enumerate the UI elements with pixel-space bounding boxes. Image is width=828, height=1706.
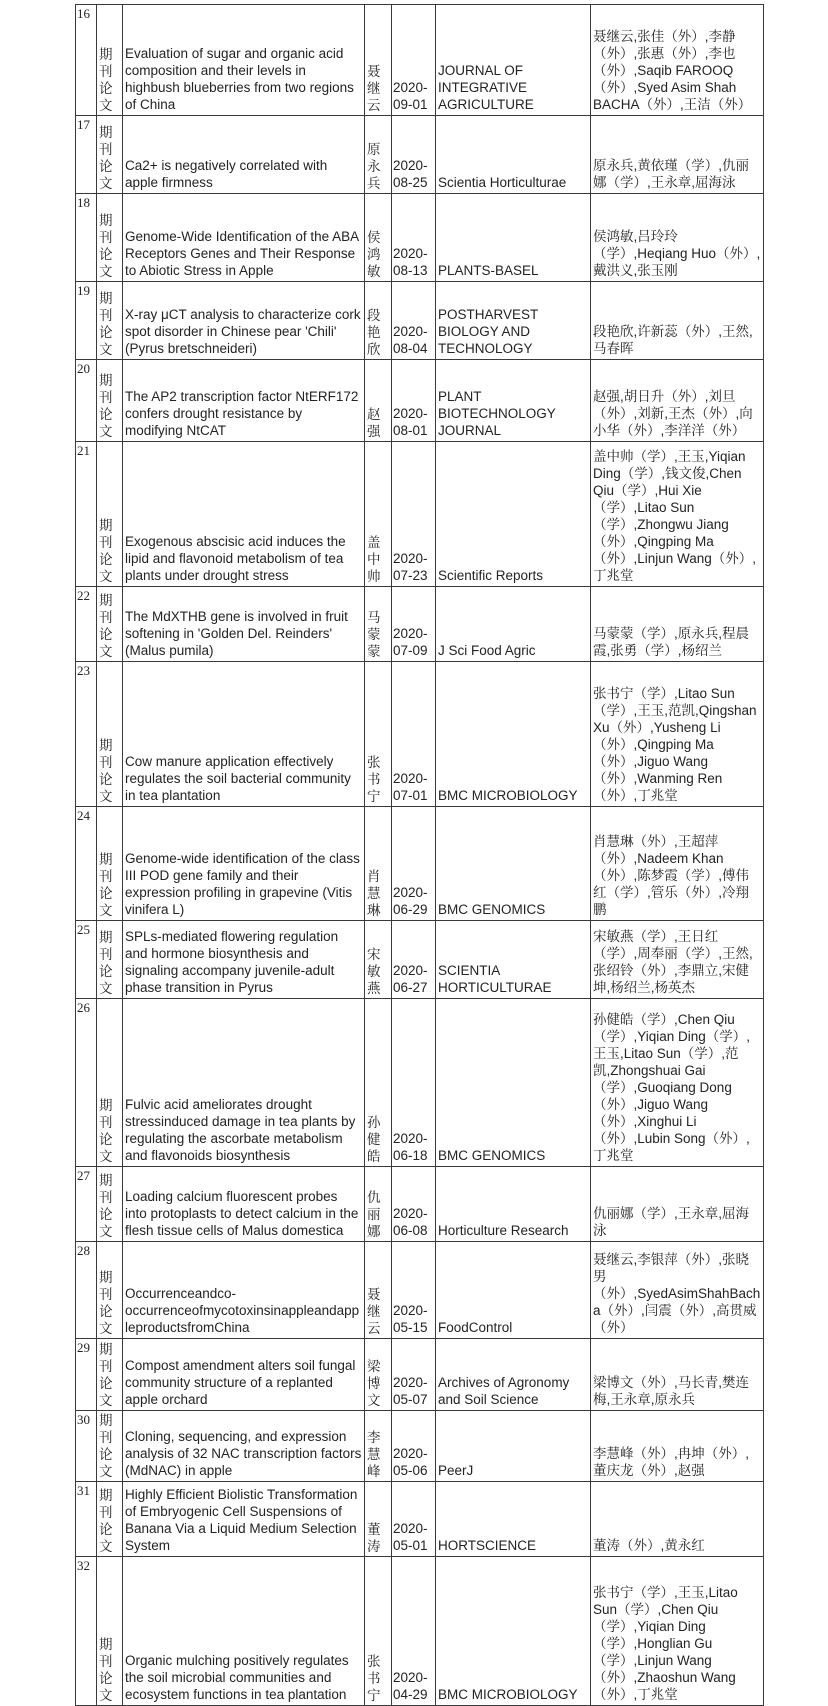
first-author: 聂继云 (365, 1242, 392, 1339)
author-list: 张书宁（学）,Litao Sun（学）,王玉,范凯,Qingshan Xu（外）,Yusheng Li（外）,Qingping Ma（外）,Jiguo Wang（外）,Wanming Ren（外）,丁兆堂 (591, 662, 764, 807)
paper-title: Exogenous abscisic acid induces the lipid and flavonoid metabolism of tea plants under drought stress (123, 442, 365, 587)
publish-date: 2020-08-25 (392, 116, 436, 194)
first-author: 仇丽娜 (365, 1167, 392, 1242)
table-row (76, 5, 764, 116)
author-list: 仇丽娜（学）,王永章,屈海泳 (591, 1167, 764, 1242)
publish-date: 2020-08-01 (392, 360, 436, 442)
publications-table (75, 4, 764, 1706)
publication-type: 期刊论文 (97, 1339, 123, 1411)
first-author: 孙健皓 (365, 999, 392, 1167)
first-author: 赵强 (365, 360, 392, 442)
publish-date: 2020-05-06 (392, 1411, 436, 1482)
row-number: 17 (76, 116, 97, 194)
publication-type: 期刊论文 (97, 662, 123, 807)
publication-type: 期刊论文 (97, 807, 123, 921)
row-number: 22 (76, 587, 97, 662)
row-number: 20 (76, 360, 97, 442)
row-number: 24 (76, 807, 97, 921)
journal-name: POSTHARVEST BIOLOGY AND TECHNOLOGY (436, 282, 591, 360)
publication-type: 期刊论文 (97, 1482, 123, 1557)
first-author: 原永兵 (365, 116, 392, 194)
journal-name: BMC GENOMICS (436, 807, 591, 921)
table-row (76, 194, 764, 282)
publish-date: 2020-08-13 (392, 194, 436, 282)
journal-name: BMC MICROBIOLOGY (436, 1557, 591, 1706)
publications-table-body (76, 5, 764, 1706)
table-row (76, 662, 764, 807)
first-author: 宋敏燕 (365, 921, 392, 999)
first-author: 段艳欣 (365, 282, 392, 360)
author-list: 马蒙蒙（学）,原永兵,程晨霞,张勇（学）,杨绍兰 (591, 587, 764, 662)
author-list: 聂继云,张佳（外）,李静（外）,张惠（外）,李也（外）,Saqib FAROOQ（外）,Syed Asim Shah BACHA（外）,王洁（外） (591, 5, 764, 116)
row-number: 26 (76, 999, 97, 1167)
publication-type: 期刊论文 (97, 442, 123, 587)
author-list: 梁博文（外）,马长青,樊连梅,王永章,原永兵 (591, 1339, 764, 1411)
table-row (76, 360, 764, 442)
author-list: 张书宁（学）,王玉,Litao Sun（学）,Chen Qiu（学）,Yiqian Ding（学）,Honglian Gu（学）,Linjun Wang（外）,Zhaoshun Wang（外）,丁兆堂 (591, 1557, 764, 1706)
paper-title: Cow manure application effectively regulates the soil bacterial community in tea plantation (123, 662, 365, 807)
paper-title: The AP2 transcription factor NtERF172 confers drought resistance by modifying NtCAT (123, 360, 365, 442)
publish-date: 2020-07-09 (392, 587, 436, 662)
first-author: 董涛 (365, 1482, 392, 1557)
journal-name: BMC GENOMICS (436, 999, 591, 1167)
table-row (76, 282, 764, 360)
table-row (76, 116, 764, 194)
author-list: 李慧峰（外）,冉坤（外）,董庆龙（外）,赵强 (591, 1411, 764, 1482)
table-row (76, 1167, 764, 1242)
journal-name: Archives of Agronomy and Soil Science (436, 1339, 591, 1411)
author-list: 董涛（外）,黄永红 (591, 1482, 764, 1557)
row-number: 25 (76, 921, 97, 999)
journal-name: FoodControl (436, 1242, 591, 1339)
publish-date: 2020-08-04 (392, 282, 436, 360)
publication-type: 期刊论文 (97, 194, 123, 282)
journal-name: BMC MICROBIOLOGY (436, 662, 591, 807)
first-author: 李慧峰 (365, 1411, 392, 1482)
paper-title: Ca2+ is negatively correlated with apple firmness (123, 116, 365, 194)
paper-title: Occurrenceandco-occurrenceofmycotoxinsinappleandappleproductsfromChina (123, 1242, 365, 1339)
row-number: 30 (76, 1411, 97, 1482)
publication-type: 期刊论文 (97, 1557, 123, 1706)
author-list: 聂继云,李银萍（外）,张晓男（外）,SyedAsimShahBacha（外）,闫震（外）,高贯威（外） (591, 1242, 764, 1339)
author-list: 宋敏燕（学）,王日红（学）,周奉丽（学）,王然,张绍铃（外）,李鼎立,宋健坤,杨绍兰,杨英杰 (591, 921, 764, 999)
publication-type: 期刊论文 (97, 1242, 123, 1339)
author-list: 肖慧琳（外）,王超萍（外）,Nadeem Khan（外）,陈梦霞（学）,傅伟红（学）,管乐（外）,冷翔鹏 (591, 807, 764, 921)
publish-date: 2020-09-01 (392, 5, 436, 116)
publish-date: 2020-06-08 (392, 1167, 436, 1242)
publication-type: 期刊论文 (97, 1167, 123, 1242)
table-row (76, 921, 764, 999)
publication-type: 期刊论文 (97, 1411, 123, 1482)
row-number: 29 (76, 1339, 97, 1411)
publication-type: 期刊论文 (97, 921, 123, 999)
journal-name: Scientia Horticulturae (436, 116, 591, 194)
paper-title: X-ray μCT analysis to characterize cork spot disorder in Chinese pear 'Chili' (Pyrus bretschneideri) (123, 282, 365, 360)
publication-type: 期刊论文 (97, 999, 123, 1167)
journal-name: JOURNAL OF INTEGRATIVE AGRICULTURE (436, 5, 591, 116)
table-row (76, 807, 764, 921)
journal-name: PLANTS-BASEL (436, 194, 591, 282)
publish-date: 2020-06-27 (392, 921, 436, 999)
paper-title: Organic mulching positively regulates the soil microbial communities and ecosystem functions in tea plantation (123, 1557, 365, 1706)
row-number: 16 (76, 5, 97, 116)
first-author: 侯鸿敏 (365, 194, 392, 282)
table-row (76, 587, 764, 662)
publish-date: 2020-05-07 (392, 1339, 436, 1411)
paper-title: Genome-Wide Identification of the ABA Receptors Genes and Their Response to Abiotic Stress in Apple (123, 194, 365, 282)
publish-date: 2020-05-01 (392, 1482, 436, 1557)
paper-title: Evaluation of sugar and organic acid composition and their levels in highbush blueberries from two regions of China (123, 5, 365, 116)
paper-title: Loading calcium fluorescent probes into protoplasts to detect calcium in the flesh tissue cells of Malus domestica (123, 1167, 365, 1242)
author-list: 原永兵,黄依瑾（学）,仇丽娜（学）,王永章,屈海泳 (591, 116, 764, 194)
row-number: 18 (76, 194, 97, 282)
publish-date: 2020-05-15 (392, 1242, 436, 1339)
table-row (76, 442, 764, 587)
publish-date: 2020-07-01 (392, 662, 436, 807)
author-list: 盖中帅（学）,王玉,Yiqian Ding（学）,钱文俊,Chen Qiu（学）,Hui Xie（学）,Litao Sun（学）,Zhongwu Jiang（外）,Qingping Ma（外）,Linjun Wang（外）,丁兆堂 (591, 442, 764, 587)
paper-title: Fulvic acid ameliorates drought stressinduced damage in tea plants by regulating the ascorbate metabolism and flavonoids biosynthesis (123, 999, 365, 1167)
author-list: 段艳欣,许新蕊（外）,王然,马春晖 (591, 282, 764, 360)
journal-name: PLANT BIOTECHNOLOGY JOURNAL (436, 360, 591, 442)
row-number: 21 (76, 442, 97, 587)
first-author: 马蒙蒙 (365, 587, 392, 662)
author-list: 孙健皓（学）,Chen Qiu（学）,Yiqian Ding（学）,王玉,Litao Sun（学）,范凯,Zhongshuai Gai（学）,Guoqiang Dong（外）,Jiguo Wang（外）,Xinghui Li（外）,Lubin Song（外）,丁兆堂 (591, 999, 764, 1167)
first-author: 张书宁 (365, 1557, 392, 1706)
first-author: 盖中帅 (365, 442, 392, 587)
publication-type: 期刊论文 (97, 282, 123, 360)
publish-date: 2020-04-29 (392, 1557, 436, 1706)
row-number: 27 (76, 1167, 97, 1242)
journal-name: Scientific Reports (436, 442, 591, 587)
table-row (76, 1242, 764, 1339)
paper-title: SPLs-mediated flowering regulation and hormone biosynthesis and signaling accompany juvenile-adult phase transition in Pyrus (123, 921, 365, 999)
paper-title: Highly Efficient Biolistic Transformation of Embryogenic Cell Suspensions of Banana Via a Liquid Medium Selection System (123, 1482, 365, 1557)
row-number: 19 (76, 282, 97, 360)
first-author: 聂继云 (365, 5, 392, 116)
table-row (76, 1482, 764, 1557)
publication-type: 期刊论文 (97, 587, 123, 662)
row-number: 28 (76, 1242, 97, 1339)
paper-title: Compost amendment alters soil fungal community structure of a replanted apple orchard (123, 1339, 365, 1411)
publication-type: 期刊论文 (97, 5, 123, 116)
row-number: 32 (76, 1557, 97, 1706)
journal-name: PeerJ (436, 1411, 591, 1482)
journal-name: SCIENTIA HORTICULTURAE (436, 921, 591, 999)
journal-name: Horticulture Research (436, 1167, 591, 1242)
journal-name: HORTSCIENCE (436, 1482, 591, 1557)
row-number: 31 (76, 1482, 97, 1557)
paper-title: The MdXTHB gene is involved in fruit softening in 'Golden Del. Reinders' (Malus pumila) (123, 587, 365, 662)
table-row (76, 1339, 764, 1411)
paper-title: Cloning, sequencing, and expression analysis of 32 NAC transcription factors (MdNAC) in apple (123, 1411, 365, 1482)
row-number: 23 (76, 662, 97, 807)
table-row (76, 1411, 764, 1482)
publish-date: 2020-07-23 (392, 442, 436, 587)
publish-date: 2020-06-29 (392, 807, 436, 921)
table-row (76, 1557, 764, 1706)
paper-title: Genome-wide identification of the class III POD gene family and their expression profiling in grapevine (Vitis vinifera L) (123, 807, 365, 921)
first-author: 肖慧琳 (365, 807, 392, 921)
first-author: 张书宁 (365, 662, 392, 807)
publication-type: 期刊论文 (97, 116, 123, 194)
author-list: 赵强,胡日升（外）,刘旦（外）,刘新,王杰（外）,向小华（外）,李洋洋（外） (591, 360, 764, 442)
table-row (76, 999, 764, 1167)
journal-name: J Sci Food Agric (436, 587, 591, 662)
first-author: 梁博文 (365, 1339, 392, 1411)
publication-type: 期刊论文 (97, 360, 123, 442)
author-list: 侯鸿敏,吕玲玲（学）,Heqiang Huo（外）,戴洪义,张玉刚 (591, 194, 764, 282)
publish-date: 2020-06-18 (392, 999, 436, 1167)
